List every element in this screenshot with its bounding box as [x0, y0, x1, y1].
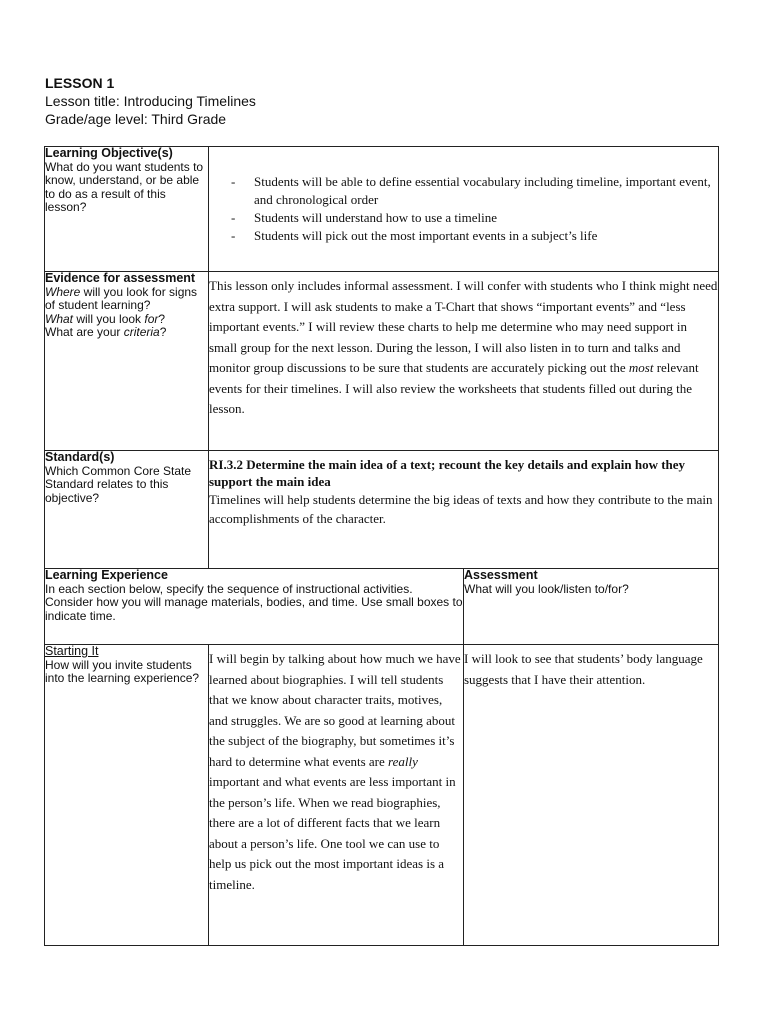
lesson-title: Lesson title: Introducing Timelines	[45, 93, 256, 109]
lesson-header	[45, 74, 725, 128]
learning-experience-label: Learning Experience	[45, 568, 168, 582]
evidence-prompt-where: Where will you look for signs of student learning?	[45, 284, 198, 312]
objectives-prompt: What do you want students to know, understand, or be able to do as a result of this lesson?	[45, 159, 204, 214]
evidence-label: Evidence for assessment	[45, 271, 196, 285]
starting-it-content: I will begin by talking about how much we have learned about biographies. I will tell students that we know about character traits, motives, and struggles. We are so good at learning about the subject of the biography, but sometimes it’s hard to determine what events are really important and what events are less important in the person’s life. When we read biographies, there are a lot of different facts that we learn about a person’s life. One tool we can use to help us pick out the most important ideas is a timeline.	[209, 645, 464, 946]
standards-row	[45, 451, 719, 569]
assessment-label: Assessment	[464, 568, 538, 582]
assessment-prompt: What will you look/listen to/for?	[464, 581, 629, 596]
starting-it-assessment: I will look to see that students’ body language suggests that I have their attention.	[464, 645, 719, 946]
objective-item: - Students will pick out the most important events in a subject’s life	[231, 227, 718, 245]
objectives-content-cell	[209, 147, 719, 272]
lesson-plan-table	[44, 146, 719, 946]
starting-it-prompt: How will you invite students into the learning experience?	[45, 657, 200, 685]
standards-label-cell	[45, 451, 209, 569]
objectives-list	[209, 173, 718, 245]
objectives-row	[45, 147, 719, 272]
standards-label: Standard(s)	[45, 450, 115, 464]
objectives-label-cell	[45, 147, 209, 272]
evidence-prompt-criteria: What are your criteria?	[45, 325, 167, 339]
standards-prompt: Which Common Core State Standard relates to this objective?	[45, 463, 192, 505]
evidence-prompt-what: What will you look for?	[45, 311, 166, 326]
evidence-label-cell	[45, 272, 209, 451]
learning-experience-row	[45, 569, 719, 645]
starting-it-row	[45, 645, 719, 946]
assessment-header-cell	[464, 569, 719, 645]
standards-content-cell	[209, 451, 719, 569]
starting-it-label: Starting It	[45, 644, 99, 658]
lesson-number: LESSON 1	[45, 75, 115, 91]
objectives-label: Learning Objective(s)	[45, 146, 173, 160]
objective-item: - Students will understand how to use a timeline	[231, 209, 718, 227]
standards-text: Timelines will help students determine the big ideas of texts and how they contribute to the main accomplishments of the character.	[209, 492, 713, 526]
starting-it-label-cell	[45, 645, 209, 946]
evidence-content: This lesson only includes informal assessment. I will confer with students who I think might need extra support. I will ask students to make a T-Chart that shows “important events” and “less important events.” I will review these charts to help me determine who may need support in small group for the next lesson. During the lesson, I will also listen in to turn and talks and monitor group discussions to be sure that students are accurately picking out the most relevant events for their timelines. I will also review the worksheets that students filled out during the lesson.	[209, 272, 719, 451]
learning-experience-prompt: In each section below, specify the sequence of instructional activities. Consider how you will manage materials, bodies, and time. Use small boxes to indicate time.	[45, 581, 463, 623]
standard-code: RI.3.2 Determine the main idea of a text; recount the key details and explain how they support the main idea	[209, 457, 686, 489]
objective-item: - Students will be able to define essential vocabulary including timeline, important event, and chronological order	[231, 173, 718, 209]
evidence-row	[45, 272, 719, 451]
learning-experience-cell	[45, 569, 464, 645]
grade-level: Grade/age level: Third Grade	[45, 111, 227, 127]
